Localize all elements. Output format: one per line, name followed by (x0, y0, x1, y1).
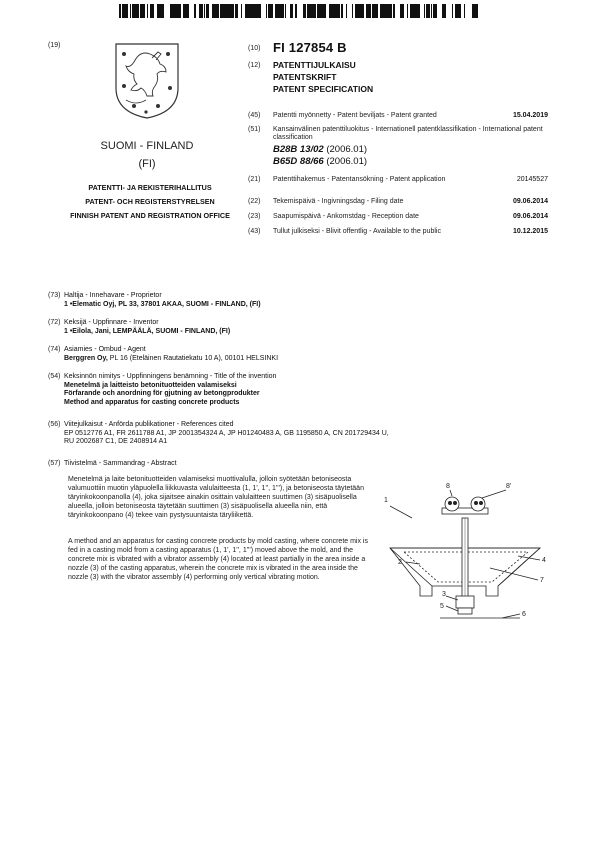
reception-date: 09.06.2014 (512, 213, 548, 220)
figure-label-2: 2 (398, 559, 402, 566)
barcode (118, 4, 480, 18)
barcode-bar (188, 4, 189, 18)
barcode-bar (296, 4, 297, 18)
barcode-bar (268, 4, 270, 18)
barcode-bar (266, 4, 267, 18)
barcode-bar (474, 4, 477, 18)
granted-date: 15.04.2019 (512, 112, 548, 119)
barcode-bar (152, 4, 153, 18)
barcode-bar (362, 4, 363, 18)
ipc-code-1: B28B 13/02 (273, 144, 324, 155)
barcode-bar (394, 4, 395, 18)
barcode-bar (290, 4, 292, 18)
barcode-bar (159, 4, 161, 18)
barcode-bar (157, 4, 158, 18)
barcode-bar (194, 4, 195, 18)
barcode-bar (456, 4, 457, 18)
barcode-bar (325, 4, 326, 18)
barcode-bar (393, 4, 394, 18)
application-label: Patenttihakemus - Patentansökning - Patent application (273, 176, 446, 183)
barcode-bar (162, 4, 164, 18)
filing-label: Tekemispäivä - Ingivningsdag - Filing date (273, 198, 404, 205)
barcode-bar (247, 4, 250, 18)
barcode-bar (119, 4, 120, 18)
barcode-bar (387, 4, 389, 18)
barcode-bar (278, 4, 279, 18)
agent-line (64, 355, 559, 364)
barcode-bar (195, 4, 196, 18)
barcode-bar (228, 4, 231, 18)
barcode-bar (322, 4, 324, 18)
invention-title-en: Method and apparatus for casting concrete products (64, 398, 240, 406)
references-line-2: RU 2002687 C1, DE 2408914 A1 (64, 438, 168, 446)
barcode-bar (317, 4, 320, 18)
figure-label-4: 4 (542, 557, 546, 564)
barcode-bar (132, 4, 134, 18)
barcode-bar (464, 4, 465, 18)
barcode-bar (172, 4, 173, 18)
barcode-bar (130, 4, 131, 18)
barcode-bar (212, 4, 215, 18)
barcode-bar (200, 4, 201, 18)
invention-title-heading: Keksinnön nimitys - Uppfinningens benämning - Title of the invention (64, 373, 277, 380)
barcode-bar (356, 4, 358, 18)
ipc-label: Kansainvälinen patenttiluokitus - Internationell patentklassifikation - International patent classification (273, 126, 543, 142)
barcode-bar (215, 4, 216, 18)
barcode-bar (472, 4, 474, 18)
barcode-bar (147, 4, 148, 18)
barcode-bar (174, 4, 177, 18)
reception-label: Saapumispäivä - Ankomstdag - Reception date (273, 213, 419, 220)
barcode-bar (303, 4, 306, 18)
barcode-bar (346, 4, 347, 18)
barcode-bar (431, 4, 432, 18)
ipc-entry-2 (273, 156, 367, 167)
references-title: Viitejulkaisut - Anförda publikationer - References cited (64, 421, 234, 428)
invention-title-fi: Menetelmä ja laitteisto betonituotteiden valamiseksi (64, 381, 237, 389)
barcode-bar (136, 4, 139, 18)
barcode-bar (254, 4, 256, 18)
barcode-bar (358, 4, 361, 18)
barcode-bar (335, 4, 338, 18)
doc-type-fi: PATENTTIJULKAISU (273, 60, 356, 70)
figure-label-3: 3 (442, 591, 446, 598)
publication-number: FI 127854 B (273, 40, 347, 55)
barcode-bar (455, 4, 456, 18)
barcode-bar (216, 4, 218, 18)
figure-label-6: 6 (522, 611, 526, 618)
barcode-bar (424, 4, 425, 18)
barcode-bar (307, 4, 309, 18)
invention-title-sv: Förfarande och anordning för gjutning av betongprodukter (64, 390, 260, 398)
granted-label: Patentti myönnetty - Patent beviljats - Patent granted (273, 112, 437, 119)
barcode-bar (251, 4, 254, 18)
barcode-bar (292, 4, 293, 18)
barcode-bar (366, 4, 367, 18)
figure-drawing (370, 478, 560, 623)
inid-43: (43) (248, 228, 261, 235)
barcode-bar (331, 4, 332, 18)
inid-74: (74) (48, 346, 61, 353)
barcode-bar (339, 4, 340, 18)
barcode-bar (153, 4, 154, 18)
barcode-bar (277, 4, 278, 18)
inid-12: (12) (248, 62, 261, 69)
barcode-bar (369, 4, 370, 18)
barcode-bar (158, 4, 159, 18)
barcode-bar (312, 4, 315, 18)
barcode-bar (435, 4, 436, 18)
barcode-bar (320, 4, 322, 18)
figure-label-7: 7 (540, 577, 544, 584)
barcode-bar (245, 4, 247, 18)
abstract-fi: Menetelmä ja laite betonituotteiden valamiseksi muottivalulla, jolloin syötetään betoniseosta valumuottiin muotin yläpuolella liikkuvasta valulaitteesta (1, 1', 1'', 1'''), ja betoniseosta täytetään täryinkokoonpanolla (4), joka sijaitsee ainakin osittain valulaitteen suuttimen (3) sisäpuolisella alueella, jolloin betoniseosta täytetään suuttimen (3) sisäpuolisella alueella niin, että täryinkokoonpano (4) tekee vain pystysuuntaista täryliikettä. (68, 476, 364, 519)
barcode-bar (391, 4, 392, 18)
barcode-bar (124, 4, 127, 18)
barcode-bar (363, 4, 364, 18)
barcode-bar (271, 4, 272, 18)
inid-45: (45) (248, 112, 261, 119)
barcode-bar (199, 4, 200, 18)
barcode-bar (403, 4, 404, 18)
barcode-bar (429, 4, 430, 18)
barcode-bar (414, 4, 415, 18)
barcode-bar (370, 4, 371, 18)
barcode-bar (433, 4, 435, 18)
references-section (64, 421, 559, 447)
inventor-line: 1 •Eilola, Jani, LEMPÄÄLÄ, SUOMI - FINLAND, (FI) (64, 327, 231, 335)
barcode-bar (460, 4, 461, 18)
barcode-bar (442, 4, 445, 18)
barcode-bar (224, 4, 225, 18)
barcode-bar (309, 4, 312, 18)
barcode-bar (381, 4, 383, 18)
barcode-bar (170, 4, 172, 18)
barcode-bar (122, 4, 124, 18)
barcode-bar (338, 4, 339, 18)
barcode-bar (201, 4, 202, 18)
ipc-code-2: B65D 88/66 (273, 156, 324, 167)
barcode-bar (341, 4, 342, 18)
barcode-bar (372, 4, 373, 18)
barcode-bar (220, 4, 221, 18)
barcode-bar (256, 4, 258, 18)
title-section (64, 373, 559, 407)
barcode-bar (285, 4, 286, 18)
barcode-bar (150, 4, 152, 18)
barcode-bar (218, 4, 219, 18)
agent-title: Asiamies - Ombud - Agent (64, 346, 146, 353)
barcode-bar (260, 4, 261, 18)
barcode-bar (177, 4, 179, 18)
barcode-bar (400, 4, 403, 18)
barcode-bar (342, 4, 343, 18)
barcode-bar (457, 4, 460, 18)
ipc-year-1: (2006.01) (326, 144, 368, 155)
barcode-bar (185, 4, 188, 18)
public-date: 10.12.2015 (512, 228, 548, 235)
barcode-bar (452, 4, 453, 18)
agent-section (64, 346, 559, 363)
barcode-bar (445, 4, 446, 18)
proprietor-section (64, 292, 559, 309)
inid-19: (19) (48, 42, 61, 49)
ipc-year-2: (2006.01) (326, 156, 368, 167)
barcode-bar (221, 4, 224, 18)
barcode-bar (352, 4, 353, 18)
inid-23: (23) (248, 213, 261, 220)
barcode-bar (143, 4, 145, 18)
barcode-bar (412, 4, 414, 18)
country-name: SUOMI - FINLAND (100, 140, 194, 152)
barcode-bar (235, 4, 238, 18)
references-line-1: EP 0512776 A1, FR 2611788 A1, JP 2001354324 A, JP H01240483 A, GB 1195850 A, CN 201729434 U, (64, 429, 389, 437)
barcode-bar (140, 4, 141, 18)
barcode-bar (384, 4, 387, 18)
inventor-section (64, 319, 559, 336)
barcode-bar (373, 4, 376, 18)
abstract-title: Tiivistelmä - Sammandrag - Abstract (64, 460, 177, 467)
barcode-bar (333, 4, 335, 18)
doc-type-sv: PATENTSKRIFT (273, 72, 337, 82)
figure-label-5: 5 (440, 603, 444, 610)
inid-72: (72) (48, 319, 61, 326)
inid-10: (10) (248, 45, 261, 52)
filing-date: 09.06.2014 (512, 198, 548, 205)
inid-51: (51) (248, 126, 261, 133)
barcode-bar (355, 4, 356, 18)
barcode-bar (141, 4, 143, 18)
inid-22: (22) (248, 198, 261, 205)
barcode-bar (179, 4, 181, 18)
inid-56: (56) (48, 421, 61, 428)
proprietor-title: Haltija - Innehavare - Proprietor (64, 292, 162, 299)
barcode-bar (183, 4, 185, 18)
application-number: 20145527 (516, 176, 548, 183)
figure-label-8-prime: 8' (506, 483, 512, 490)
inid-21: (21) (248, 176, 261, 183)
public-label: Tullut julkiseksi - Blivit offentlig - Available to the public (273, 228, 441, 235)
barcode-bar (376, 4, 378, 18)
office-name-fi: PATENTTI- JA REKISTERIHALLITUS (88, 183, 212, 192)
agent-address: PL 16 (Eteläinen Rautatiekatu 10 A), 00101 HELSINKI (107, 354, 279, 362)
inid-54: (54) (48, 373, 61, 380)
barcode-bar (272, 4, 273, 18)
barcode-bar (315, 4, 316, 18)
office-name-sv: PATENT- OCH REGISTERSTYRELSEN (85, 197, 215, 206)
abstract-en: A method and an apparatus for casting concrete products by mold casting, where concrete mix is fed in a casting mold from a casting apparatus (1, 1', 1'', 1''') moved above the mold, and the concrete mix is vibrated with a vibrator assembly (4) located at least partially in the area inside a nozzle (3) of the casting apparatus, wherein the concrete mix is vibrated in the area inside the nozzle (3) with the vibrator assembly (4) performing only vertical vibrating motion. (68, 538, 368, 581)
inid-73: (73) (48, 292, 61, 299)
barcode-bar (332, 4, 333, 18)
doc-type-en: PATENT SPECIFICATION (273, 84, 374, 94)
barcode-bar (324, 4, 325, 18)
ipc-entry-1 (273, 144, 367, 155)
barcode-bar (367, 4, 368, 18)
inid-57: (57) (48, 460, 61, 467)
office-name-en: FINNISH PATENT AND REGISTRATION OFFICE (70, 211, 230, 220)
barcode-bar (241, 4, 242, 18)
barcode-bar (134, 4, 136, 18)
barcode-bar (204, 4, 205, 18)
figure-label-8: 8 (446, 483, 450, 490)
barcode-bar (329, 4, 331, 18)
coat-of-arms-icon (112, 40, 182, 120)
barcode-bar (417, 4, 420, 18)
barcode-bar (380, 4, 381, 18)
figure-label-1: 1 (384, 497, 388, 504)
barcode-bar (389, 4, 391, 18)
barcode-bar (127, 4, 128, 18)
barcode-bar (477, 4, 478, 18)
barcode-bar (361, 4, 362, 18)
barcode-bar (120, 4, 121, 18)
barcode-bar (161, 4, 162, 18)
inventor-title: Keksijä - Uppfinnare - Inventor (64, 319, 159, 326)
barcode-bar (383, 4, 384, 18)
barcode-bar (231, 4, 234, 18)
barcode-bar (415, 4, 417, 18)
barcode-bar (295, 4, 296, 18)
barcode-bar (426, 4, 429, 18)
barcode-bar (410, 4, 412, 18)
country-code: (FI) (138, 158, 156, 170)
barcode-bar (407, 4, 408, 18)
agent-name: Berggren Oy, (64, 354, 108, 362)
barcode-bar (208, 4, 209, 18)
proprietor-line: 1 •Elematic Oyj, PL 33, 37801 AKAA, SUOMI - FINLAND, (FI) (64, 300, 261, 308)
barcode-bar (258, 4, 260, 18)
barcode-bar (250, 4, 251, 18)
barcode-bar (202, 4, 203, 18)
barcode-bar (173, 4, 174, 18)
barcode-bar (225, 4, 228, 18)
barcode-bar (436, 4, 437, 18)
barcode-bar (206, 4, 207, 18)
barcode-bar (368, 4, 369, 18)
barcode-bar (270, 4, 271, 18)
barcode-bar (275, 4, 277, 18)
barcode-bar (282, 4, 284, 18)
barcode-bar (207, 4, 208, 18)
barcode-bar (279, 4, 282, 18)
